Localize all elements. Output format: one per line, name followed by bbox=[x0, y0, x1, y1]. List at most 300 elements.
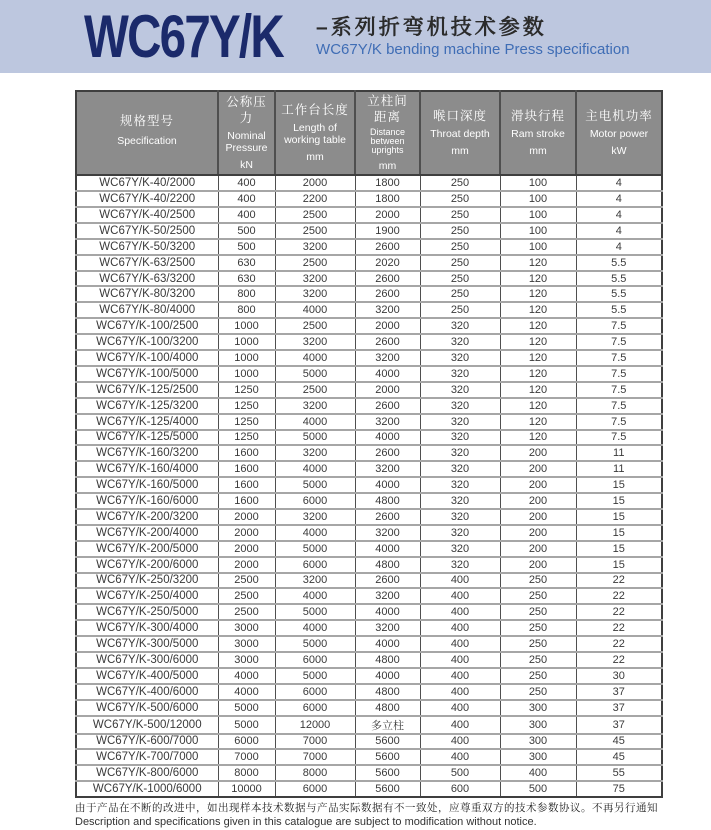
value-cell: 7000 bbox=[275, 749, 355, 765]
value-cell: 3200 bbox=[275, 509, 355, 525]
value-cell: 15 bbox=[576, 509, 662, 525]
value-cell: 2500 bbox=[218, 588, 275, 604]
model-cell: WC67Y/K-80/3200 bbox=[76, 286, 218, 302]
value-cell: 22 bbox=[576, 588, 662, 604]
value-cell: 800 bbox=[218, 302, 275, 318]
value-cell: 2500 bbox=[275, 382, 355, 398]
value-cell: 4000 bbox=[275, 461, 355, 477]
value-cell: 250 bbox=[500, 588, 576, 604]
value-cell: 2600 bbox=[355, 445, 420, 461]
table-row bbox=[76, 382, 662, 398]
value-cell: 6000 bbox=[275, 700, 355, 716]
value-cell: 3200 bbox=[275, 445, 355, 461]
value-cell: 3000 bbox=[218, 652, 275, 668]
value-cell: 3200 bbox=[355, 302, 420, 318]
value-cell: 400 bbox=[420, 636, 500, 652]
model-cell: WC67Y/K-400/5000 bbox=[76, 668, 218, 684]
model-cell: WC67Y/K-100/3200 bbox=[76, 334, 218, 350]
value-cell: 5000 bbox=[275, 430, 355, 446]
column-header-specification bbox=[76, 91, 218, 175]
model-cell: WC67Y/K-300/5000 bbox=[76, 636, 218, 652]
subtitle-english: WC67Y/K bending machine Press specification bbox=[316, 40, 630, 58]
value-cell: 100 bbox=[500, 239, 576, 255]
spec-table-head bbox=[76, 91, 662, 175]
column-header-uprights-distance bbox=[355, 91, 420, 175]
model-cell: WC67Y/K-160/6000 bbox=[76, 493, 218, 509]
value-cell: 250 bbox=[420, 175, 500, 191]
table-row bbox=[76, 652, 662, 668]
value-cell: 200 bbox=[500, 541, 576, 557]
value-cell: 5000 bbox=[275, 668, 355, 684]
value-cell: 100 bbox=[500, 175, 576, 191]
value-cell: 4000 bbox=[355, 430, 420, 446]
value-cell: 7.5 bbox=[576, 334, 662, 350]
value-cell: 2600 bbox=[355, 398, 420, 414]
value-cell: 2200 bbox=[275, 191, 355, 207]
column-label-en: Throat depth bbox=[430, 127, 490, 140]
value-cell: 320 bbox=[420, 445, 500, 461]
value-cell: 320 bbox=[420, 366, 500, 382]
model-cell: WC67Y/K-600/7000 bbox=[76, 734, 218, 750]
value-cell: 320 bbox=[420, 318, 500, 334]
value-cell: 2600 bbox=[355, 239, 420, 255]
column-unit: mm bbox=[451, 144, 469, 157]
value-cell: 6000 bbox=[275, 684, 355, 700]
value-cell: 250 bbox=[500, 684, 576, 700]
value-cell: 320 bbox=[420, 493, 500, 509]
column-unit: mm bbox=[378, 160, 397, 173]
table-row bbox=[76, 636, 662, 652]
value-cell: 5600 bbox=[355, 781, 420, 797]
value-cell: 5000 bbox=[275, 636, 355, 652]
column-label-zh: 规格型号 bbox=[119, 113, 174, 128]
table-row bbox=[76, 509, 662, 525]
value-cell: 3200 bbox=[355, 525, 420, 541]
value-cell: 15 bbox=[576, 541, 662, 557]
value-cell: 3200 bbox=[275, 334, 355, 350]
value-cell: 2500 bbox=[275, 318, 355, 334]
column-unit: mm bbox=[529, 144, 547, 157]
table-row bbox=[76, 255, 662, 271]
value-cell: 500 bbox=[218, 239, 275, 255]
table-row bbox=[76, 781, 662, 797]
value-cell: 5600 bbox=[355, 765, 420, 781]
model-cell: WC67Y/K-63/2500 bbox=[76, 255, 218, 271]
column-label-en: Specification bbox=[117, 135, 177, 148]
table-row bbox=[76, 334, 662, 350]
table-row bbox=[76, 557, 662, 573]
value-cell: 120 bbox=[500, 318, 576, 334]
value-cell: 400 bbox=[420, 734, 500, 750]
value-cell: 4000 bbox=[275, 588, 355, 604]
table-row bbox=[76, 461, 662, 477]
model-cell: WC67Y/K-40/2500 bbox=[76, 207, 218, 223]
value-cell: 3200 bbox=[355, 350, 420, 366]
value-cell: 400 bbox=[420, 620, 500, 636]
table-row bbox=[76, 302, 662, 318]
value-cell: 6000 bbox=[275, 652, 355, 668]
model-cell: WC67Y/K-200/6000 bbox=[76, 557, 218, 573]
value-cell: 1600 bbox=[218, 461, 275, 477]
value-cell: 2500 bbox=[218, 573, 275, 589]
value-cell: 1800 bbox=[355, 175, 420, 191]
value-cell: 120 bbox=[500, 350, 576, 366]
value-cell: 7.5 bbox=[576, 318, 662, 334]
value-cell: 120 bbox=[500, 398, 576, 414]
value-cell: 250 bbox=[420, 271, 500, 287]
column-label-zh: 公称压力 bbox=[226, 95, 267, 126]
value-cell: 400 bbox=[420, 573, 500, 589]
value-cell: 400 bbox=[218, 191, 275, 207]
value-cell: 45 bbox=[576, 734, 662, 750]
value-cell: 1000 bbox=[218, 366, 275, 382]
value-cell: 250 bbox=[500, 620, 576, 636]
value-cell: 400 bbox=[420, 700, 500, 716]
value-cell: 300 bbox=[500, 734, 576, 750]
model-cell: WC67Y/K-500/6000 bbox=[76, 700, 218, 716]
value-cell: 250 bbox=[420, 286, 500, 302]
value-cell: 250 bbox=[500, 652, 576, 668]
table-row bbox=[76, 734, 662, 750]
value-cell: 12000 bbox=[275, 716, 355, 734]
value-cell: 1900 bbox=[355, 223, 420, 239]
value-cell: 5000 bbox=[275, 477, 355, 493]
note-english: Description and specifications given in this catalogue are subject to modification without notice. bbox=[75, 816, 537, 829]
value-cell: 4000 bbox=[275, 414, 355, 430]
value-cell: 5000 bbox=[218, 700, 275, 716]
column-unit: mm bbox=[306, 151, 324, 163]
table-row bbox=[76, 223, 662, 239]
table-row bbox=[76, 366, 662, 382]
value-cell: 4 bbox=[576, 207, 662, 223]
value-cell: 4000 bbox=[275, 620, 355, 636]
value-cell: 200 bbox=[500, 461, 576, 477]
value-cell: 4800 bbox=[355, 684, 420, 700]
column-header-motor-power bbox=[576, 91, 662, 175]
value-cell: 400 bbox=[420, 716, 500, 734]
value-cell: 400 bbox=[500, 765, 576, 781]
value-cell: 4000 bbox=[275, 302, 355, 318]
value-cell: 3200 bbox=[275, 239, 355, 255]
value-cell: 4 bbox=[576, 175, 662, 191]
value-cell: 1600 bbox=[218, 445, 275, 461]
table-row bbox=[76, 493, 662, 509]
value-cell: 320 bbox=[420, 557, 500, 573]
value-cell: 75 bbox=[576, 781, 662, 797]
value-cell: 55 bbox=[576, 765, 662, 781]
column-unit: kN bbox=[240, 158, 253, 171]
value-cell: 400 bbox=[420, 684, 500, 700]
value-cell: 1000 bbox=[218, 334, 275, 350]
column-label-en: Length of working table bbox=[284, 121, 346, 146]
value-cell: 320 bbox=[420, 350, 500, 366]
value-cell: 250 bbox=[420, 191, 500, 207]
value-cell: 6000 bbox=[275, 493, 355, 509]
model-cell: WC67Y/K-40/2000 bbox=[76, 175, 218, 191]
column-unit: kW bbox=[611, 144, 627, 157]
column-header-throat-depth bbox=[420, 91, 500, 175]
value-cell: 15 bbox=[576, 493, 662, 509]
value-cell: 7.5 bbox=[576, 398, 662, 414]
value-cell: 120 bbox=[500, 302, 576, 318]
series-title: WC67Y/K bbox=[84, 2, 283, 71]
table-row bbox=[76, 684, 662, 700]
value-cell: 5.5 bbox=[576, 271, 662, 287]
table-row bbox=[76, 541, 662, 557]
model-cell: WC67Y/K-500/12000 bbox=[76, 716, 218, 734]
value-cell: 22 bbox=[576, 573, 662, 589]
value-cell: 37 bbox=[576, 684, 662, 700]
value-cell: 4800 bbox=[355, 493, 420, 509]
value-cell: 320 bbox=[420, 398, 500, 414]
value-cell: 1250 bbox=[218, 398, 275, 414]
value-cell: 200 bbox=[500, 493, 576, 509]
value-cell: 11 bbox=[576, 461, 662, 477]
value-cell: 100 bbox=[500, 207, 576, 223]
value-cell: 4000 bbox=[355, 477, 420, 493]
value-cell: 300 bbox=[500, 716, 576, 734]
value-cell: 2500 bbox=[275, 207, 355, 223]
value-cell: 500 bbox=[420, 765, 500, 781]
value-cell: 320 bbox=[420, 414, 500, 430]
table-row bbox=[76, 525, 662, 541]
value-cell: 250 bbox=[500, 636, 576, 652]
value-cell: 120 bbox=[500, 366, 576, 382]
value-cell: 6000 bbox=[218, 734, 275, 750]
value-cell: 3200 bbox=[355, 461, 420, 477]
note-chinese: 由于产品在不断的改进中，如出现样本技术数据与产品实际数据有不一致处，应尊重双方的技术参数协议。不再另行通知 bbox=[75, 802, 658, 815]
value-cell: 250 bbox=[500, 604, 576, 620]
model-cell: WC67Y/K-125/5000 bbox=[76, 430, 218, 446]
column-label-zh: 主电机功率 bbox=[585, 109, 653, 124]
value-cell: 320 bbox=[420, 382, 500, 398]
value-cell: 7.5 bbox=[576, 366, 662, 382]
model-cell: WC67Y/K-100/4000 bbox=[76, 350, 218, 366]
value-cell: 5.5 bbox=[576, 255, 662, 271]
model-cell: WC67Y/K-250/5000 bbox=[76, 604, 218, 620]
table-row bbox=[76, 573, 662, 589]
value-cell: 630 bbox=[218, 271, 275, 287]
value-cell: 11 bbox=[576, 445, 662, 461]
value-cell: 120 bbox=[500, 255, 576, 271]
value-cell: 120 bbox=[500, 271, 576, 287]
table-row bbox=[76, 588, 662, 604]
model-cell: WC67Y/K-800/6000 bbox=[76, 765, 218, 781]
table-row bbox=[76, 445, 662, 461]
value-cell: 250 bbox=[420, 239, 500, 255]
value-cell: 120 bbox=[500, 286, 576, 302]
value-cell: 2000 bbox=[218, 557, 275, 573]
model-cell: WC67Y/K-1000/6000 bbox=[76, 781, 218, 797]
value-cell: 2000 bbox=[218, 509, 275, 525]
table-row bbox=[76, 350, 662, 366]
value-cell: 400 bbox=[420, 604, 500, 620]
value-cell: 15 bbox=[576, 525, 662, 541]
table-row bbox=[76, 749, 662, 765]
table-row bbox=[76, 207, 662, 223]
value-cell: 1800 bbox=[355, 191, 420, 207]
value-cell: 3200 bbox=[275, 398, 355, 414]
table-row bbox=[76, 239, 662, 255]
spec-table-body bbox=[76, 175, 662, 797]
model-cell: WC67Y/K-300/4000 bbox=[76, 620, 218, 636]
value-cell: 120 bbox=[500, 430, 576, 446]
value-cell: 4000 bbox=[355, 366, 420, 382]
value-cell: 400 bbox=[420, 652, 500, 668]
value-cell: 120 bbox=[500, 334, 576, 350]
value-cell: 320 bbox=[420, 334, 500, 350]
value-cell: 400 bbox=[218, 175, 275, 191]
value-cell: 3200 bbox=[275, 271, 355, 287]
value-cell: 10000 bbox=[218, 781, 275, 797]
value-cell: 2000 bbox=[355, 207, 420, 223]
model-cell: WC67Y/K-250/3200 bbox=[76, 573, 218, 589]
header-row bbox=[76, 91, 662, 175]
value-cell: 1250 bbox=[218, 430, 275, 446]
table-row bbox=[76, 604, 662, 620]
value-cell: 2500 bbox=[218, 604, 275, 620]
value-cell: 320 bbox=[420, 509, 500, 525]
table-row bbox=[76, 430, 662, 446]
value-cell: 5600 bbox=[355, 734, 420, 750]
value-cell: 4000 bbox=[275, 350, 355, 366]
table-row bbox=[76, 700, 662, 716]
value-cell: 2000 bbox=[355, 382, 420, 398]
value-cell: 4000 bbox=[218, 668, 275, 684]
value-cell: 2600 bbox=[355, 573, 420, 589]
value-cell: 250 bbox=[500, 573, 576, 589]
value-cell: 6000 bbox=[275, 781, 355, 797]
value-cell: 3200 bbox=[355, 414, 420, 430]
value-cell: 2600 bbox=[355, 334, 420, 350]
value-cell: 2600 bbox=[355, 286, 420, 302]
table-row bbox=[76, 716, 662, 734]
value-cell: 500 bbox=[500, 781, 576, 797]
column-label-zh: 滑块行程 bbox=[510, 109, 565, 124]
model-cell: WC67Y/K-300/6000 bbox=[76, 652, 218, 668]
value-cell: 22 bbox=[576, 652, 662, 668]
value-cell: 400 bbox=[420, 749, 500, 765]
value-cell: 4000 bbox=[355, 636, 420, 652]
value-cell: 5600 bbox=[355, 749, 420, 765]
value-cell: 2000 bbox=[355, 318, 420, 334]
model-cell: WC67Y/K-160/5000 bbox=[76, 477, 218, 493]
value-cell: 1250 bbox=[218, 382, 275, 398]
model-cell: WC67Y/K-50/3200 bbox=[76, 239, 218, 255]
value-cell: 37 bbox=[576, 700, 662, 716]
value-cell: 250 bbox=[500, 668, 576, 684]
value-cell: 4800 bbox=[355, 700, 420, 716]
value-cell: 3200 bbox=[355, 620, 420, 636]
value-cell: 200 bbox=[500, 557, 576, 573]
column-label-en: Motor power bbox=[589, 127, 649, 140]
value-cell: 7000 bbox=[218, 749, 275, 765]
value-cell: 15 bbox=[576, 557, 662, 573]
model-cell: WC67Y/K-250/4000 bbox=[76, 588, 218, 604]
value-cell: 5000 bbox=[275, 541, 355, 557]
column-header-ram-stroke bbox=[500, 91, 576, 175]
table-row bbox=[76, 398, 662, 414]
value-cell: 200 bbox=[500, 477, 576, 493]
model-cell: WC67Y/K-700/7000 bbox=[76, 749, 218, 765]
value-cell: 4000 bbox=[275, 525, 355, 541]
value-cell: 4 bbox=[576, 239, 662, 255]
model-cell: WC67Y/K-63/3200 bbox=[76, 271, 218, 287]
page-header bbox=[0, 0, 711, 73]
value-cell: 2600 bbox=[355, 271, 420, 287]
value-cell: 4000 bbox=[355, 668, 420, 684]
model-cell: WC67Y/K-160/3200 bbox=[76, 445, 218, 461]
value-cell: 3200 bbox=[275, 573, 355, 589]
value-cell: 600 bbox=[420, 781, 500, 797]
value-cell: 5.5 bbox=[576, 302, 662, 318]
value-cell: 30 bbox=[576, 668, 662, 684]
value-cell: 7000 bbox=[275, 734, 355, 750]
value-cell: 1600 bbox=[218, 477, 275, 493]
value-cell: 5000 bbox=[275, 366, 355, 382]
column-label-zh: 喉口深度 bbox=[432, 109, 487, 124]
header-subtitle-block bbox=[316, 14, 630, 58]
table-row bbox=[76, 318, 662, 334]
value-cell: 200 bbox=[500, 445, 576, 461]
value-cell: 4 bbox=[576, 191, 662, 207]
value-cell: 1000 bbox=[218, 350, 275, 366]
value-cell: 4800 bbox=[355, 557, 420, 573]
table-row bbox=[76, 414, 662, 430]
model-cell: WC67Y/K-200/4000 bbox=[76, 525, 218, 541]
value-cell: 7.5 bbox=[576, 414, 662, 430]
value-cell: 5000 bbox=[275, 604, 355, 620]
column-label-en: Distance between uprights bbox=[369, 127, 405, 156]
value-cell: 5000 bbox=[218, 716, 275, 734]
table-row bbox=[76, 286, 662, 302]
model-cell: WC67Y/K-200/5000 bbox=[76, 541, 218, 557]
model-cell: WC67Y/K-50/2500 bbox=[76, 223, 218, 239]
model-cell: WC67Y/K-80/4000 bbox=[76, 302, 218, 318]
value-cell: 100 bbox=[500, 223, 576, 239]
table-row bbox=[76, 191, 662, 207]
value-cell: 22 bbox=[576, 636, 662, 652]
value-cell: 320 bbox=[420, 525, 500, 541]
model-cell: WC67Y/K-100/2500 bbox=[76, 318, 218, 334]
value-cell: 4 bbox=[576, 223, 662, 239]
value-cell: 250 bbox=[420, 223, 500, 239]
value-cell: 3200 bbox=[355, 588, 420, 604]
value-cell: 3000 bbox=[218, 636, 275, 652]
subtitle-chinese: –系列折弯机技术参数 bbox=[316, 16, 547, 40]
value-cell: 250 bbox=[420, 302, 500, 318]
value-cell: 22 bbox=[576, 620, 662, 636]
value-cell: 300 bbox=[500, 749, 576, 765]
value-cell: 7.5 bbox=[576, 350, 662, 366]
value-cell: 100 bbox=[500, 191, 576, 207]
table-row bbox=[76, 271, 662, 287]
table-row bbox=[76, 175, 662, 191]
value-cell: 1250 bbox=[218, 414, 275, 430]
value-cell: 2500 bbox=[275, 223, 355, 239]
value-cell: 2020 bbox=[355, 255, 420, 271]
value-cell: 5.5 bbox=[576, 286, 662, 302]
value-cell: 2600 bbox=[355, 509, 420, 525]
value-cell: 37 bbox=[576, 716, 662, 734]
column-header-table-length bbox=[275, 91, 355, 175]
value-cell: 2000 bbox=[218, 541, 275, 557]
table-row bbox=[76, 620, 662, 636]
value-cell: 4800 bbox=[355, 652, 420, 668]
column-label-zh: 工作台长度 bbox=[281, 103, 349, 118]
column-label-en: Ram stroke bbox=[511, 127, 565, 140]
model-cell: WC67Y/K-125/4000 bbox=[76, 414, 218, 430]
